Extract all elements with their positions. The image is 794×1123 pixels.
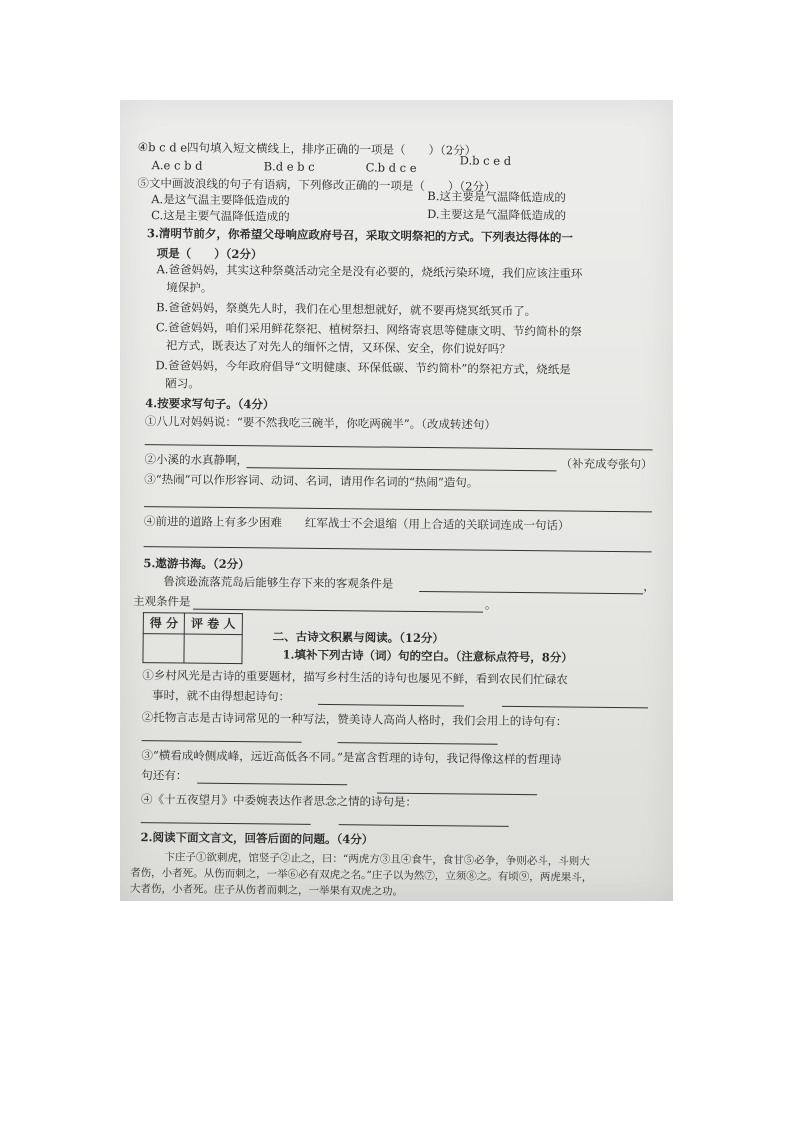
answer-line-2[interactable] xyxy=(246,467,556,471)
answer-line-9[interactable] xyxy=(142,740,302,743)
answer-line-1[interactable] xyxy=(145,444,653,450)
grader-cell[interactable] xyxy=(184,634,242,664)
poem-q1b: 事时，就不由得想起诗句： xyxy=(152,688,291,704)
classical-text-3: 大者伤，小者死。庄子从伤者而刺之，一举果有双虎之功。 xyxy=(129,882,404,898)
answer-line-11[interactable] xyxy=(197,783,347,786)
section-2-title: 二、古诗文积累与阅读。（12分） xyxy=(272,629,445,646)
answer-line-10[interactable] xyxy=(338,742,498,745)
q5-option-a: A.是这气温主要降低造成的 xyxy=(151,192,290,208)
q3-option-d-2: 陋习。 xyxy=(165,376,200,391)
q4-rewrite-2b: （补充成夸张句） xyxy=(560,456,653,472)
score-cell[interactable] xyxy=(143,634,184,663)
section-2-q1: 1.填补下列古诗（词）句的空白。（注意标点符号，8分） xyxy=(282,647,573,665)
q5-sick-question: ⑤文中画波浪线的句子有语病，下列修改正确的一项是（ ）（2分） xyxy=(137,175,496,194)
q3-stem-2: 项是（ ）（2分） xyxy=(156,246,263,262)
q4-option-b: B.d e b c xyxy=(263,159,315,174)
answer-line-4[interactable] xyxy=(144,546,652,552)
q5-books-1: 鲁滨逊流落荒岛后能够生存下来的客观条件是 xyxy=(163,574,394,591)
classical-q2-title: 2.阅读下面文言文，回答后面的问题。（4分） xyxy=(140,830,374,847)
q4-rewrite-title: 4.按要求写句子。（4分） xyxy=(145,396,275,412)
answer-line-13[interactable] xyxy=(141,822,311,825)
q5-books-1-end: ， xyxy=(643,579,655,594)
answer-line-7[interactable] xyxy=(318,704,464,707)
answer-line-3[interactable] xyxy=(144,506,652,512)
q5-option-c: C.这是主要气温降低造成的 xyxy=(151,208,290,224)
q5-books-title: 5.遨游书海。（2分） xyxy=(143,556,250,572)
exam-photo xyxy=(120,100,673,901)
poem-q4: ④《十五夜望月》中委婉表达作者思念之情的诗句是： xyxy=(140,792,418,809)
q5-books-2-end: 。 xyxy=(484,597,497,612)
q4-option-d: D.b c e d xyxy=(459,153,512,168)
q3-option-c-2: 祀方式，既表达了对先人的缅怀之情，又环保、安全，你们说好吗？ xyxy=(165,338,511,356)
q4-option-c: C.b d c e xyxy=(365,160,417,175)
score-header: 得 分 xyxy=(143,613,184,634)
answer-line-6[interactable] xyxy=(193,609,483,613)
poem-q3a: ③“横看成岭侧成峰，远近高低各不同。”是富含哲理的诗句，我记得像这样的哲理诗 xyxy=(141,748,562,767)
q4-rewrite-1: ①八儿对妈妈说：“要不然我吃三碗半，你吃两碗半”。（改成转述句） xyxy=(144,414,497,432)
q5-option-d: D.主要这是气温降低造成的 xyxy=(427,207,567,223)
score-table xyxy=(142,612,242,664)
q4-rewrite-4: ④前进的道路上有多少困难 红军战士不会退缩（用上合适的关联词连成一句话） xyxy=(143,514,570,533)
exam-page xyxy=(129,130,658,898)
grader-header: 评 卷 人 xyxy=(184,613,242,635)
q3-option-c-1: C.爸爸妈妈，咱们采用鲜花祭祀、植树祭扫、网络寄哀思等健康文明、节约简朴的祭 xyxy=(155,320,583,339)
q3-option-d-1: D.爸爸妈妈，今年政府倡导“文明健康、环保低碳、节约简朴”的祭祀方式，烧纸是 xyxy=(155,358,571,377)
classical-text-2: 者伤，小者死。从伤而刺之，一举⑥必有双虎之名。”庄子以为然⑦，立须⑧之。有顷⑨，两虎果斗， xyxy=(130,866,593,884)
q3-option-a-2: 境保护。 xyxy=(166,280,213,295)
q4-rewrite-2a: ②小溪的水真静啊， xyxy=(144,452,249,468)
poem-q2: ②托物言志是古诗词常见的一种写法，赞美诗人高尚人格时，我们会用上的诗句有： xyxy=(141,710,568,729)
q3-option-a-1: A.爸爸妈妈，其实这种祭奠活动完全是没有必要的，烧纸污染环境，我们应该注重环 xyxy=(156,262,583,281)
poem-q1a: ①乡村风光是古诗的重要题材，描写乡村生活的诗句也屡见不鲜，看到农民们忙碌农 xyxy=(142,668,568,687)
answer-line-8[interactable] xyxy=(502,706,648,709)
answer-line-14[interactable] xyxy=(339,824,509,827)
q5-option-b: B.这主要是气温降低造成的 xyxy=(427,189,566,205)
poem-q3b: 句还有： xyxy=(141,768,188,783)
q3-stem: 3.清明节前夕，你希望父母响应政府号召，采取文明祭祀的方式。下列表达得体的一 xyxy=(146,226,573,245)
q4-sort-question: ④b c d e四句填入短文横线上，排序正确的一项是（ ）（2分） xyxy=(137,139,477,158)
q5-books-2: 主观条件是 xyxy=(132,593,191,609)
q4-option-a: A.e c b d xyxy=(151,158,203,173)
q4-rewrite-3: ③“热闹”可以作形容词、动词、名词，请用作名词的“热闹”造句。 xyxy=(144,472,479,490)
answer-line-5[interactable] xyxy=(419,591,643,594)
q3-option-b: B.爸爸妈妈，祭奠先人时，我们在心里想想就好，就不要再烧冥纸冥币了。 xyxy=(156,300,537,319)
classical-text-1: 卞庄子①欲刺虎，馆竖子②止之，曰：“两虎方③且④食牛，食甘⑤必争，争则必斗，斗则大 xyxy=(164,851,590,868)
